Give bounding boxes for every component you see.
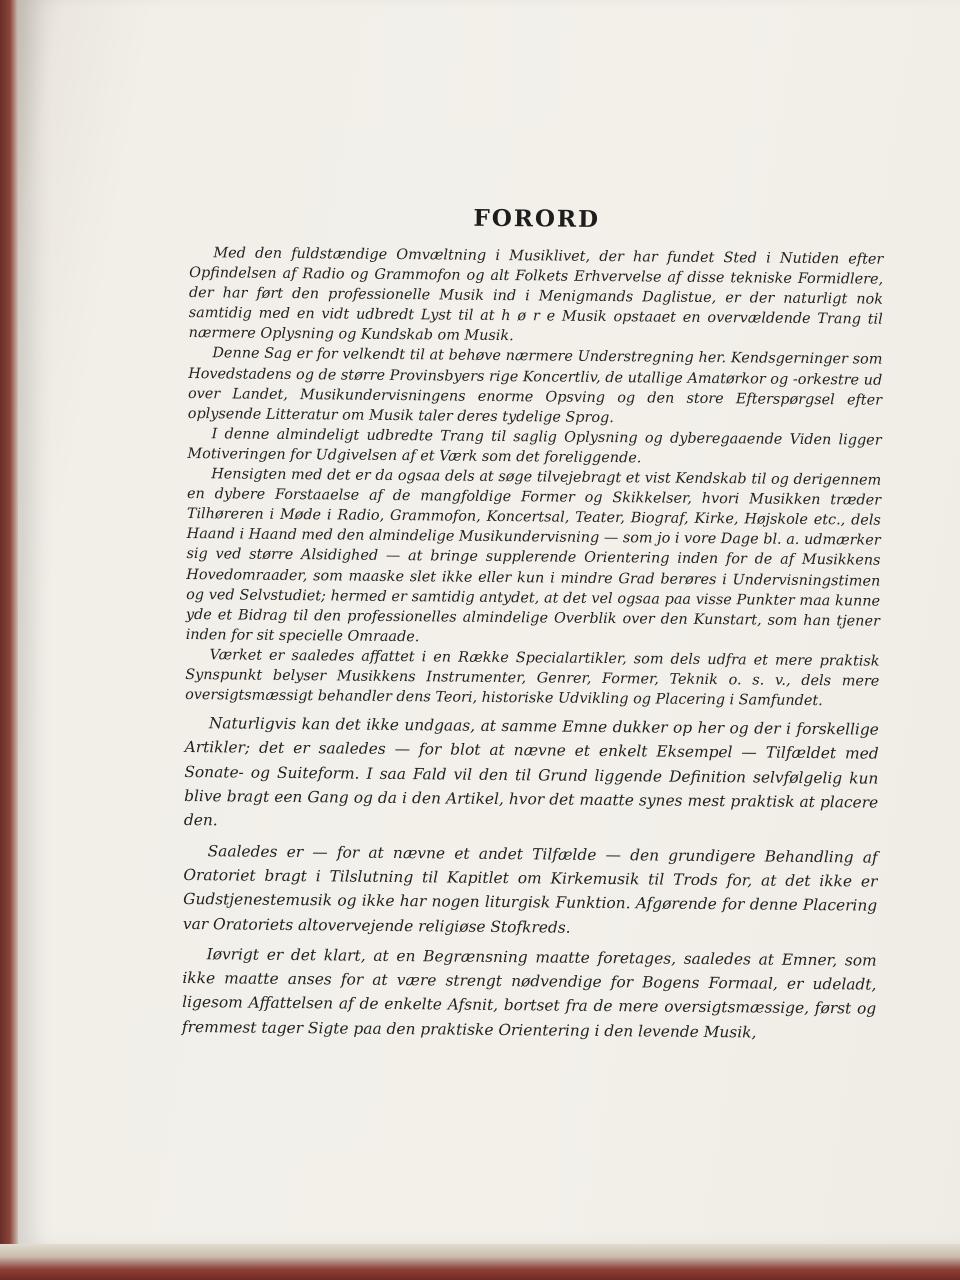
paragraph-5: Værket er saaledes affattet i en Række Specialartikler, som dels udfra et mere praktisk Synspunkt belyser Musikkens Instrumenter, Genrer, Former, Teknik o. s. v., dels mere oversigtsmæssigt behandler dens Teori, historiske Udvikling og Placering i Samfundet. <box>185 647 880 710</box>
paragraph-8: Iøvrigt er det klart, at en Begrænsning maatte foretages, saaledes at Emner, som ikke maatte anses for at være strengt nødvendige for Bogens Formaal, er udeladt, ligesom Affattelsen af de enkelte Afsnit, bortset fra de mere oversigtsmæssige, først og fremmest tager Sigte paa den praktiske Orientering i den levende Musik, <box>181 945 877 1042</box>
paragraph-3: I denne almindeligt udbredte Trang til saglig Oplysning og dyberegaaende Viden ligger Motiveringen for Udgivelsen af et Værk som det foreliggende. <box>187 426 882 467</box>
paragraph-2: Denne Sag er for velkendt til at behøve nærmere Understregning her. Kendsgerninger som Hovedstadens og de større Provinsbyers rige Koncertliv, de utallige Amatørkor og -orkestre ud over Landet, Musikundervisningens enorme Opsving og den store Efterspørgsel efter oplysende Litteratur om Musik taler deres tydelige Sprog. <box>187 345 883 426</box>
page-content <box>182 190 884 1046</box>
paragraph-1: Med den fuldstændige Omvæltning i Musiklivet, der har fundet Sted i Nutiden efter Opfindelsen af Radio og Grammofon og alt Folkets Erhvervelse af disse tekniske Formidlere, der har ført den professionelle Musik ind i Menigmands Daglistue, er der naturligt nok samtidig med en vidt udbredt Lyst til at h ø r e Musik opstaaet en overvældende Trang til nærmere Oplysning og Kundskab om Musik. <box>188 245 884 345</box>
book-bottom-edge <box>0 1244 960 1280</box>
book-page <box>18 0 960 1252</box>
page-title: FORORD <box>473 204 601 233</box>
paragraph-7: Saaledes er — for at nævne et andet Tilfælde — den grundigere Behandling af Oratoriet bragt i Tilslutning til Kapitlet om Kirkemusik til Trods for, at det ikke er Gudstjenestemusik og ikke har nogen liturgisk Funktion. Afgørende for denne Placering var Oratoriets altovervejende religiøse Stofkreds. <box>182 841 878 937</box>
paragraph-4: Hensigten med det er da ogsaa dels at søge tilvejebragt et vist Kendskab til og derigennem en dybere Forstaaelse af de mangfoldige Former og Skikkelser, hvori Musikken træder Tilhøreren i Møde i Radio, Grammofon, Koncertsal, Teater, Biograf, Kirke, Højskole etc., dels Haand i Haand med den almindelige Musikundervisning — som jo i vore Dage bl. a. udmærker sig ved større Alsidighed — at bringe supplerende Orientering inden for de af Musikkens Hovedomraader, som maaske slet ikke eller kun i mindre Grad berøres i Undervisningstimen og ved Selvstudiet; hermed er samtidig antydet, at det vel ogsaa paa visse Punkter maa kunne yde et Bidrag til den professionelles almindelige Overblik over den Kunstart, som han tjener inden for sit specielle Omraade. <box>185 466 882 646</box>
paragraph-6: Naturligvis kan det ikke undgaas, at samme Emne dukker op her og der i forskellige Artikler; det er saaledes — for blot at nævne et enkelt Eksempel — Tilfældet med Sonate- og Suiteform. I saa Fald vil den til Grund liggende Definition selvfølgelig kun blive bragt een Gang og da i den Artikel, hvor det maatte synes mest praktisk at placere den. <box>183 714 879 830</box>
